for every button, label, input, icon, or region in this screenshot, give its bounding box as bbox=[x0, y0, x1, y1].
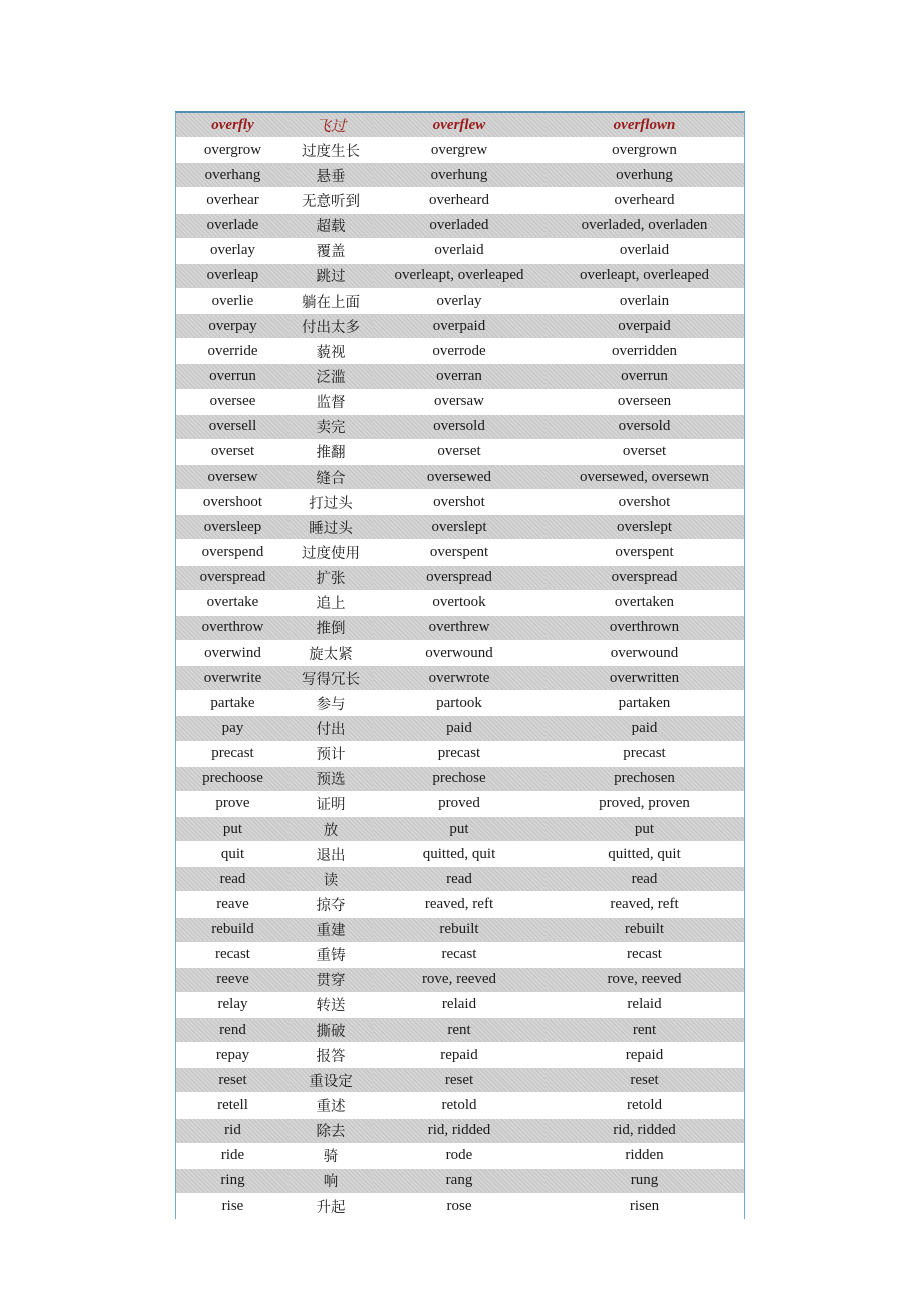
base-form-cell: rend bbox=[176, 1018, 289, 1043]
table-row bbox=[176, 1068, 744, 1093]
table-row bbox=[176, 565, 744, 590]
past-participle-cell: rung bbox=[545, 1168, 744, 1193]
past-tense-cell: rose bbox=[373, 1194, 545, 1219]
meaning-cell: 过度使用 bbox=[289, 540, 373, 565]
base-form-cell: retell bbox=[176, 1093, 289, 1118]
table-row bbox=[176, 867, 744, 892]
past-participle-cell: precast bbox=[545, 741, 744, 766]
meaning-cell: 掠夺 bbox=[289, 892, 373, 917]
past-participle-cell: rent bbox=[545, 1018, 744, 1043]
past-participle-cell: rove, reeved bbox=[545, 967, 744, 992]
past-participle-cell: overseen bbox=[545, 389, 744, 414]
base-form-cell: override bbox=[176, 339, 289, 364]
table-row bbox=[176, 917, 744, 942]
table-row bbox=[176, 339, 744, 364]
meaning-cell: 推倒 bbox=[289, 615, 373, 640]
table-row bbox=[176, 942, 744, 967]
meaning-cell: 扩张 bbox=[289, 565, 373, 590]
table-row bbox=[176, 1018, 744, 1043]
past-participle-cell: quitted, quit bbox=[545, 842, 744, 867]
meaning-cell: 报答 bbox=[289, 1043, 373, 1068]
meaning-cell: 泛滥 bbox=[289, 364, 373, 389]
past-tense-cell: overspent bbox=[373, 540, 545, 565]
base-form-cell: precast bbox=[176, 741, 289, 766]
base-form-cell: oversew bbox=[176, 464, 289, 489]
base-form-cell: overlay bbox=[176, 238, 289, 263]
past-tense-cell: reset bbox=[373, 1068, 545, 1093]
past-participle-cell: put bbox=[545, 816, 744, 841]
past-tense-cell: oversold bbox=[373, 414, 545, 439]
base-form-cell: overthrow bbox=[176, 615, 289, 640]
table-row bbox=[176, 414, 744, 439]
table-row bbox=[176, 464, 744, 489]
base-form-cell: repay bbox=[176, 1043, 289, 1068]
table-row bbox=[176, 188, 744, 213]
past-tense-cell: rove, reeved bbox=[373, 967, 545, 992]
past-tense-cell: overhung bbox=[373, 163, 545, 188]
table-header-row bbox=[176, 113, 744, 138]
meaning-cell: 付出 bbox=[289, 716, 373, 741]
past-tense-cell: overlay bbox=[373, 288, 545, 313]
past-tense-cell: paid bbox=[373, 716, 545, 741]
base-form-cell: ride bbox=[176, 1143, 289, 1168]
past-tense-cell: overspread bbox=[373, 565, 545, 590]
base-form-cell: pay bbox=[176, 716, 289, 741]
meaning-cell: 重建 bbox=[289, 917, 373, 942]
base-form-cell: reset bbox=[176, 1068, 289, 1093]
meaning-cell: 除去 bbox=[289, 1118, 373, 1143]
meaning-cell: 追上 bbox=[289, 590, 373, 615]
meaning-cell: 贯穿 bbox=[289, 967, 373, 992]
past-tense-cell: oversewed bbox=[373, 464, 545, 489]
past-participle-cell: risen bbox=[545, 1194, 744, 1219]
past-participle-cell: partaken bbox=[545, 691, 744, 716]
meaning-cell: 预选 bbox=[289, 766, 373, 791]
base-form-cell: quit bbox=[176, 842, 289, 867]
table-row bbox=[176, 540, 744, 565]
table-row bbox=[176, 389, 744, 414]
past-participle-cell: overshot bbox=[545, 490, 744, 515]
past-participle-cell: oversold bbox=[545, 414, 744, 439]
past-tense-cell: rang bbox=[373, 1168, 545, 1193]
base-form-cell: overset bbox=[176, 439, 289, 464]
base-form-cell: reave bbox=[176, 892, 289, 917]
table-row bbox=[176, 842, 744, 867]
past-participle-cell: repaid bbox=[545, 1043, 744, 1068]
past-participle-cell: recast bbox=[545, 942, 744, 967]
meaning-cell: 退出 bbox=[289, 842, 373, 867]
base-form-cell: overpay bbox=[176, 314, 289, 339]
past-tense-cell: quitted, quit bbox=[373, 842, 545, 867]
meaning-cell: 无意听到 bbox=[289, 188, 373, 213]
base-form-cell: overshoot bbox=[176, 490, 289, 515]
past-participle-cell: overladed, overladen bbox=[545, 213, 744, 238]
past-tense-cell: prechose bbox=[373, 766, 545, 791]
meaning-cell: 缝合 bbox=[289, 464, 373, 489]
past-participle-cell: overgrown bbox=[545, 138, 744, 163]
past-tense-cell: proved bbox=[373, 791, 545, 816]
past-participle-cell: overleapt, overleaped bbox=[545, 263, 744, 288]
meaning-cell: 响 bbox=[289, 1168, 373, 1193]
past-participle-cell: overrun bbox=[545, 364, 744, 389]
past-tense-cell: overheard bbox=[373, 188, 545, 213]
table-row bbox=[176, 288, 744, 313]
past-participle-cell: overspread bbox=[545, 565, 744, 590]
header-past-participle: overflown bbox=[545, 113, 744, 138]
base-form-cell: partake bbox=[176, 691, 289, 716]
meaning-cell: 超载 bbox=[289, 213, 373, 238]
past-participle-cell: overspent bbox=[545, 540, 744, 565]
past-tense-cell: rode bbox=[373, 1143, 545, 1168]
base-form-cell: oversee bbox=[176, 389, 289, 414]
meaning-cell: 写得冗长 bbox=[289, 666, 373, 691]
meaning-cell: 推翻 bbox=[289, 439, 373, 464]
past-tense-cell: overlaid bbox=[373, 238, 545, 263]
past-tense-cell: overpaid bbox=[373, 314, 545, 339]
past-participle-cell: overtaken bbox=[545, 590, 744, 615]
table-row bbox=[176, 666, 744, 691]
past-participle-cell: rid, ridded bbox=[545, 1118, 744, 1143]
table-row bbox=[176, 263, 744, 288]
past-participle-cell: reaved, reft bbox=[545, 892, 744, 917]
past-tense-cell: repaid bbox=[373, 1043, 545, 1068]
past-tense-cell: overran bbox=[373, 364, 545, 389]
table-row bbox=[176, 138, 744, 163]
past-tense-cell: read bbox=[373, 867, 545, 892]
meaning-cell: 监督 bbox=[289, 389, 373, 414]
past-tense-cell: overslept bbox=[373, 515, 545, 540]
table-row bbox=[176, 1118, 744, 1143]
base-form-cell: overhang bbox=[176, 163, 289, 188]
base-form-cell: overgrow bbox=[176, 138, 289, 163]
past-participle-cell: overridden bbox=[545, 339, 744, 364]
past-tense-cell: rent bbox=[373, 1018, 545, 1043]
meaning-cell: 旋太紧 bbox=[289, 640, 373, 665]
base-form-cell: overtake bbox=[176, 590, 289, 615]
meaning-cell: 卖完 bbox=[289, 414, 373, 439]
table-row bbox=[176, 992, 744, 1017]
base-form-cell: overwrite bbox=[176, 666, 289, 691]
table-row bbox=[176, 716, 744, 741]
meaning-cell: 付出太多 bbox=[289, 314, 373, 339]
past-participle-cell: overthrown bbox=[545, 615, 744, 640]
meaning-cell: 参与 bbox=[289, 691, 373, 716]
table-row bbox=[176, 791, 744, 816]
base-form-cell: prove bbox=[176, 791, 289, 816]
verb-table-frame bbox=[175, 111, 745, 1219]
verb-table-body bbox=[176, 113, 744, 1219]
past-participle-cell: paid bbox=[545, 716, 744, 741]
table-row bbox=[176, 314, 744, 339]
past-tense-cell: oversaw bbox=[373, 389, 545, 414]
table-row bbox=[176, 892, 744, 917]
meaning-cell: 预计 bbox=[289, 741, 373, 766]
table-row bbox=[176, 640, 744, 665]
past-tense-cell: recast bbox=[373, 942, 545, 967]
meaning-cell: 重设定 bbox=[289, 1068, 373, 1093]
past-tense-cell: overleapt, overleaped bbox=[373, 263, 545, 288]
base-form-cell: overrun bbox=[176, 364, 289, 389]
table-row bbox=[176, 1143, 744, 1168]
past-participle-cell: overheard bbox=[545, 188, 744, 213]
base-form-cell: overhear bbox=[176, 188, 289, 213]
table-row bbox=[176, 615, 744, 640]
past-participle-cell: proved, proven bbox=[545, 791, 744, 816]
meaning-cell: 转送 bbox=[289, 992, 373, 1017]
meaning-cell: 证明 bbox=[289, 791, 373, 816]
base-form-cell: oversleep bbox=[176, 515, 289, 540]
past-participle-cell: relaid bbox=[545, 992, 744, 1017]
irregular-verbs-table bbox=[176, 113, 744, 1219]
table-row bbox=[176, 213, 744, 238]
past-participle-cell: overpaid bbox=[545, 314, 744, 339]
table-row bbox=[176, 439, 744, 464]
meaning-cell: 读 bbox=[289, 867, 373, 892]
past-tense-cell: overwound bbox=[373, 640, 545, 665]
past-participle-cell: oversewed, oversewn bbox=[545, 464, 744, 489]
table-row bbox=[176, 364, 744, 389]
past-tense-cell: overtook bbox=[373, 590, 545, 615]
base-form-cell: overlade bbox=[176, 213, 289, 238]
table-row bbox=[176, 490, 744, 515]
base-form-cell: recast bbox=[176, 942, 289, 967]
meaning-cell: 放 bbox=[289, 816, 373, 841]
meaning-cell: 过度生长 bbox=[289, 138, 373, 163]
meaning-cell: 升起 bbox=[289, 1194, 373, 1219]
past-tense-cell: overladed bbox=[373, 213, 545, 238]
base-form-cell: read bbox=[176, 867, 289, 892]
past-participle-cell: ridden bbox=[545, 1143, 744, 1168]
past-tense-cell: precast bbox=[373, 741, 545, 766]
past-tense-cell: put bbox=[373, 816, 545, 841]
meaning-cell: 悬垂 bbox=[289, 163, 373, 188]
past-tense-cell: overrode bbox=[373, 339, 545, 364]
base-form-cell: overleap bbox=[176, 263, 289, 288]
table-row bbox=[176, 515, 744, 540]
meaning-cell: 重铸 bbox=[289, 942, 373, 967]
base-form-cell: overlie bbox=[176, 288, 289, 313]
base-form-cell: oversell bbox=[176, 414, 289, 439]
meaning-cell: 藐视 bbox=[289, 339, 373, 364]
base-form-cell: rise bbox=[176, 1194, 289, 1219]
base-form-cell: overwind bbox=[176, 640, 289, 665]
past-tense-cell: reaved, reft bbox=[373, 892, 545, 917]
table-row bbox=[176, 163, 744, 188]
past-tense-cell: rid, ridded bbox=[373, 1118, 545, 1143]
meaning-cell: 跳过 bbox=[289, 263, 373, 288]
base-form-cell: overspend bbox=[176, 540, 289, 565]
past-tense-cell: partook bbox=[373, 691, 545, 716]
meaning-cell: 重述 bbox=[289, 1093, 373, 1118]
past-participle-cell: retold bbox=[545, 1093, 744, 1118]
base-form-cell: rid bbox=[176, 1118, 289, 1143]
base-form-cell: prechoose bbox=[176, 766, 289, 791]
table-row bbox=[176, 766, 744, 791]
past-participle-cell: overset bbox=[545, 439, 744, 464]
past-tense-cell: overset bbox=[373, 439, 545, 464]
past-participle-cell: prechosen bbox=[545, 766, 744, 791]
header-base-form: overfly bbox=[176, 113, 289, 138]
meaning-cell: 躺在上面 bbox=[289, 288, 373, 313]
past-participle-cell: rebuilt bbox=[545, 917, 744, 942]
past-tense-cell: overwrote bbox=[373, 666, 545, 691]
meaning-cell: 覆盖 bbox=[289, 238, 373, 263]
base-form-cell: overspread bbox=[176, 565, 289, 590]
table-row bbox=[176, 590, 744, 615]
header-meaning: 飞过 bbox=[289, 113, 373, 138]
base-form-cell: ring bbox=[176, 1168, 289, 1193]
meaning-cell: 打过头 bbox=[289, 490, 373, 515]
table-row bbox=[176, 967, 744, 992]
table-row bbox=[176, 691, 744, 716]
past-tense-cell: overshot bbox=[373, 490, 545, 515]
past-participle-cell: reset bbox=[545, 1068, 744, 1093]
past-participle-cell: overslept bbox=[545, 515, 744, 540]
past-participle-cell: overlain bbox=[545, 288, 744, 313]
table-row bbox=[176, 741, 744, 766]
base-form-cell: put bbox=[176, 816, 289, 841]
past-tense-cell: overgrew bbox=[373, 138, 545, 163]
table-row bbox=[176, 238, 744, 263]
header-past-tense: overflew bbox=[373, 113, 545, 138]
table-row bbox=[176, 1043, 744, 1068]
past-participle-cell: overhung bbox=[545, 163, 744, 188]
meaning-cell: 骑 bbox=[289, 1143, 373, 1168]
past-tense-cell: rebuilt bbox=[373, 917, 545, 942]
table-row bbox=[176, 1168, 744, 1193]
meaning-cell: 撕破 bbox=[289, 1018, 373, 1043]
table-row bbox=[176, 1093, 744, 1118]
meaning-cell: 睡过头 bbox=[289, 515, 373, 540]
past-participle-cell: overlaid bbox=[545, 238, 744, 263]
past-participle-cell: overwritten bbox=[545, 666, 744, 691]
past-tense-cell: retold bbox=[373, 1093, 545, 1118]
base-form-cell: reeve bbox=[176, 967, 289, 992]
past-participle-cell: overwound bbox=[545, 640, 744, 665]
past-participle-cell: read bbox=[545, 867, 744, 892]
base-form-cell: rebuild bbox=[176, 917, 289, 942]
table-row bbox=[176, 816, 744, 841]
table-row bbox=[176, 1194, 744, 1219]
base-form-cell: relay bbox=[176, 992, 289, 1017]
past-tense-cell: relaid bbox=[373, 992, 545, 1017]
past-tense-cell: overthrew bbox=[373, 615, 545, 640]
